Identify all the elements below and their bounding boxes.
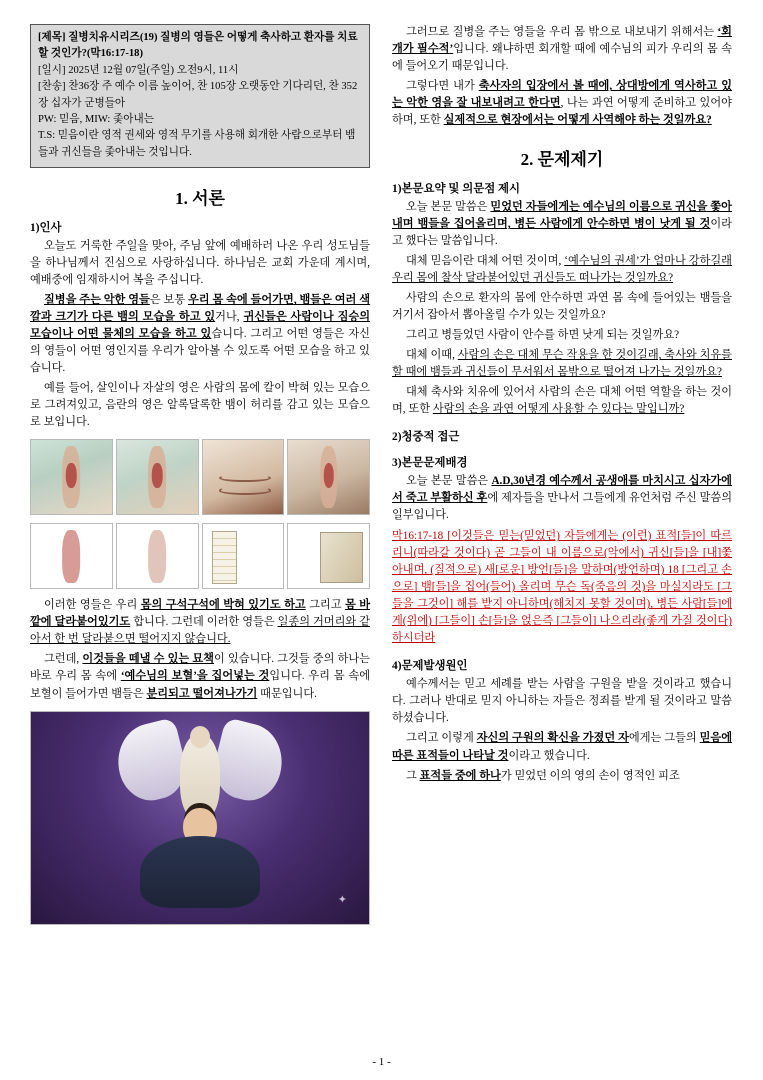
paragraph-solution [30, 651, 370, 702]
title-text: 질병치유시리즈(19) 질병의 영들은 어떻게 축사하고 환자를 치료할 것인가?(막16:17-18) [38, 32, 358, 60]
text-run: 이라고 했습니다. [508, 749, 590, 762]
paragraph-repentance [392, 24, 732, 75]
paragraph-signs-one [392, 768, 732, 785]
anatomy-knees-worms-image [202, 439, 285, 515]
paragraph-spirits-attach [30, 597, 370, 648]
date-label: [일시] [38, 64, 66, 76]
anatomy-lying-figure-image [30, 439, 113, 515]
info-ts-line [38, 128, 362, 161]
paragraph-background [392, 473, 732, 524]
text-run: 그 [406, 769, 420, 782]
man-body-seated [140, 836, 260, 908]
text-run: 그리고 이렇게 [406, 732, 477, 745]
muscle-shape [63, 530, 81, 584]
emph-demon-forms: 귀신들은 사람이나 짐승의 모습이나 어떤 물체의 모습을 하고 있 [30, 311, 371, 341]
text-run: 대체 축사와 치유에 있어서 사람의 손은 대체 어떤 역할을 하는 것이며, 또한 [392, 386, 732, 416]
section-1-title: 1. 서론 [175, 189, 225, 209]
text-run: 입니다. 우리 몸 속에 보혈이 들어가면 뱀들은 [30, 670, 370, 700]
anatomy-torso-organs-image [287, 439, 370, 515]
text-run: 이 있습니다. 그것들 중의 하나는 바로 우리 몸 속에 [30, 653, 370, 683]
angel-wing-right [208, 717, 290, 807]
text-run: 이라고 했다는 말씀입니다. [392, 218, 732, 248]
paragraph-evil-spirits [30, 292, 370, 377]
info-hymn-line [38, 79, 362, 112]
paragraph-text-summary [392, 199, 732, 250]
paragraph-examples: 예를 들어, 살인이나 자살의 영은 사람의 몸에 칼이 박혀 있는 모습으로 그려져있고, 음란의 영은 알록달록한 뱀이 허리를 감고 있는 모습으로 보입니다. [30, 382, 370, 429]
hymn-text: 찬36장 주 예수 이름 높이어, 찬 105장 오랫동안 기다리던, 찬 352장 십자가 군병들아 [38, 81, 358, 109]
sermon-info-box [30, 24, 370, 168]
emph-disease-spirits: 질병을 주는 악한 영들 [44, 294, 150, 307]
anatomy-spine-chart-image [202, 523, 285, 589]
right-column [392, 24, 732, 1034]
scripture-quote-mark16: 막16:17-18 [이것들은 믿는(믿었던) 자들에게는 (이런) 표적[들]이 따르리니(따라갈 것이다) 곧 그들이 내 이름으로(악에서) 귀신[들]을 [내]쫓아내며, (질적으로) 새[로운] 방언[들]을 말하며(방언하며) 18 [그리고 손으로] 뱀[들]을 집어(들어) 올리며 무슨 독(죽음의 것)을 마실지라도 [그들을 그것이] 해를 받지 아니하며(해치지 못할 것이며), 병든 사람[들]에게(위에) [그들이] 손[들]을 얹은즉 [그들이] 나으리라(좋게 가질 것이다) 하시더라 [392, 530, 732, 645]
emph-signs-follow: 믿음에 따른 표적들이 나타날 것 [392, 732, 733, 762]
emph-body-corners: 몸의 구석구석에 박혀 있기도 하고 [140, 599, 306, 612]
emph-leech: 일종의 거머리와 같아서 한 번 달라붙으면 떨어지지 않습니다. [30, 616, 371, 646]
paragraph-exorcist-position [392, 78, 732, 129]
emph-authority-question: ‘예수님의 권세’가 얼마나 강하길래 우리 몸에 찰삭 달라붙어있던 귀신들도 떠나가는 것일까요? [392, 255, 732, 285]
text-run: 습니다. 그리고 어떤 영들은 자신의 영들이 어떤 영인지를 우리가 알아볼 수 있도록 어떤 모습을 하고 있습니다. [30, 328, 370, 375]
subsection-audience-title: 2)청중적 접근 [392, 431, 460, 444]
text-run: 그런데, [44, 653, 83, 666]
text-run: 대체 믿음이란 대체 어떤 것이며, [406, 255, 565, 268]
pw-label: PW: [38, 114, 57, 126]
text-run: 오늘 본문 말씀은 [406, 475, 492, 488]
anatomy-lying-figure-2-image [116, 439, 199, 515]
text-run: 에 제자들을 만나서 그들에게 유언처럼 주신 말씀의 일부입니다. [392, 492, 732, 522]
subsection-text-summary-title: 1)본문요약 및 의문점 제시 [392, 183, 521, 196]
text-run: 때문입니다. [257, 687, 317, 700]
page-number: - 1 - [372, 1056, 391, 1068]
subsection-background-title: 3)본문문제배경 [392, 457, 468, 470]
text-run: 대체 이때, [406, 349, 458, 362]
emph-separate: 분리되고 떨어져나가기 [146, 687, 258, 700]
emph-repentance-essential: ‘회개가 필수적’ [392, 26, 732, 56]
info-date-line [38, 63, 362, 79]
paragraph-question-healing: 그리고 병들었던 사람이 안수를 하면 낫게 되는 것일까요? [406, 329, 680, 342]
text-run: 입니다. 왜냐하면 회개할 때에 예수님의 피가 우리의 몸 속에 들어오기 때문입니다. [392, 43, 732, 73]
book-shape [320, 532, 362, 583]
date-text: 2025년 12월 07일(주일) 오전9시, 11시 [68, 64, 239, 76]
emph-remedy: 이것들을 떼낼 수 있는 묘책 [82, 653, 214, 666]
paragraph-question-hands: 사람의 손으로 환자의 몸에 안수하면 과연 몸 속에 들어있는 뱀들을 거기서 잡아서 뽑아올릴 수가 있는 것일까요? [392, 292, 732, 322]
anatomy-book-photo-image [287, 523, 370, 589]
worm-shape [219, 486, 271, 494]
anatomy-image-grid-row2 [30, 523, 370, 589]
hymn-label: [찬송] [38, 81, 66, 93]
worm-shape [219, 474, 271, 482]
emph-hand-usage: 사람의 손을 과연 어떻게 사용할 수 있다는 말입니까? [432, 403, 685, 416]
emph-believers-promise: 믿었던 자들에게는 예수님의 이름으로 귀신을 쫓아내며 뱀들을 집어올리며, 병든 사람에게 안수하면 병이 낫게 될 것 [392, 201, 732, 231]
subsection-cause-title: 4)문제발생원인 [392, 660, 468, 673]
paragraph-question-authority [392, 253, 732, 287]
text-run: 그러므로 질병을 주는 영들을 우리 몸 밖으로 내보내기 위해서는 [406, 26, 718, 38]
pw-text: 믿음, MIW: 좇아내는 [59, 114, 154, 126]
emph-assurance: 자신의 구원의 확신을 가졌던 자 [476, 732, 629, 745]
text-run: 그리고 [305, 599, 345, 612]
emph-one-of-signs: 표적들 중에 하나 [419, 769, 501, 782]
text-run: 그렇다면 내가 [406, 80, 479, 93]
emph-exorcist: 축사자의 입장에서 볼 때에, 상대방에게 역사하고 있는 악한 영을 잘 내보내려고 한다면 [392, 80, 733, 110]
text-run: 합니다. 그런데 이러한 영들은 [130, 616, 278, 629]
ts-text: 믿음이란 영적 권세와 영적 무기를 사용해 회개한 사람으로부터 뱀들과 귀신들을 좇아내는 것입니다. [38, 130, 356, 158]
paragraph-greeting: 오늘도 거룩한 주일을 맞아, 주님 앞에 예배하러 나온 우리 성도님들을 하나님께서 진심으로 사랑하십니다. 하나님은 교회 가운데 계시며, 예배중에 임재하시어 복을 주십니다. [30, 240, 370, 287]
text-run: 오늘 본문 말씀은 [406, 201, 491, 214]
emph-outside-body: 몸 바깥에 달라붙어있기도 [30, 599, 371, 629]
text-run: 에게는 그들의 [628, 732, 700, 745]
info-title-line [38, 30, 362, 63]
text-run: 거나, [215, 311, 244, 324]
paragraph-question-hand-function [392, 347, 732, 381]
subsection-1-greeting-title: 1)인사 [30, 222, 62, 235]
anatomy-image-grid-row1 [30, 439, 370, 515]
anatomy-torso-outline-image [116, 523, 199, 589]
paragraph-salvation: 예수께서는 믿고 세례를 받는 사람을 구원을 받을 것이라고 했습니다. 그러나 반대로 믿지 아니하는 자들은 정죄를 받게 될 것이라고 말씀하셨습니다. [392, 678, 732, 725]
text-run: 이러한 영들은 우리 [44, 599, 141, 612]
two-column-layout [30, 24, 733, 1034]
left-column [30, 24, 370, 1034]
emph-field-ministry: 실제적으로 현장에서는 어떻게 사역해야 하는 것일까요? [443, 114, 712, 127]
anatomy-muscles-front-image [30, 523, 113, 589]
emph-blood-of-jesus: ‘예수님의 보혈’을 집어넣는 것 [120, 670, 270, 683]
chart-shape [212, 531, 237, 584]
text-run: 은 보통 [149, 294, 188, 307]
emph-snake-forms: 우리 몸 속에 들어가면, 뱀들은 여러 색깔과 크기가 다른 뱀의 모습을 하고 있 [30, 294, 371, 324]
sparkle-icon: ✦ [337, 893, 347, 906]
angel-over-meditating-man-image [30, 711, 370, 925]
ts-label: T.S: [38, 130, 56, 142]
text-run: , 나는 과연 어떻게 준비하고 있어야 하며, 또한 [392, 97, 732, 127]
text-run: 가 믿었던 이의 영의 손이 영적인 피조 [500, 769, 680, 782]
torso-shape [148, 530, 166, 584]
section-2-title: 2. 문제제기 [520, 150, 604, 170]
angel-head [190, 726, 210, 748]
emph-hand-function: 사람의 손은 대체 무슨 작용을 한 것이길래, 축사와 치유를 할 때에 뱀들과 귀신들이 무서워서 몸밖으로 떨어져 나가는 것일까요? [392, 349, 732, 379]
info-pw-line [38, 112, 362, 128]
paragraph-assurance [392, 730, 732, 764]
title-label: [제목] [38, 32, 66, 43]
emph-ad30: A.D,30년경 예수께서 공생애를 마치시고 십자가에서 죽고 부활하신 후 [392, 475, 732, 505]
paragraph-question-hand-role [392, 384, 732, 418]
